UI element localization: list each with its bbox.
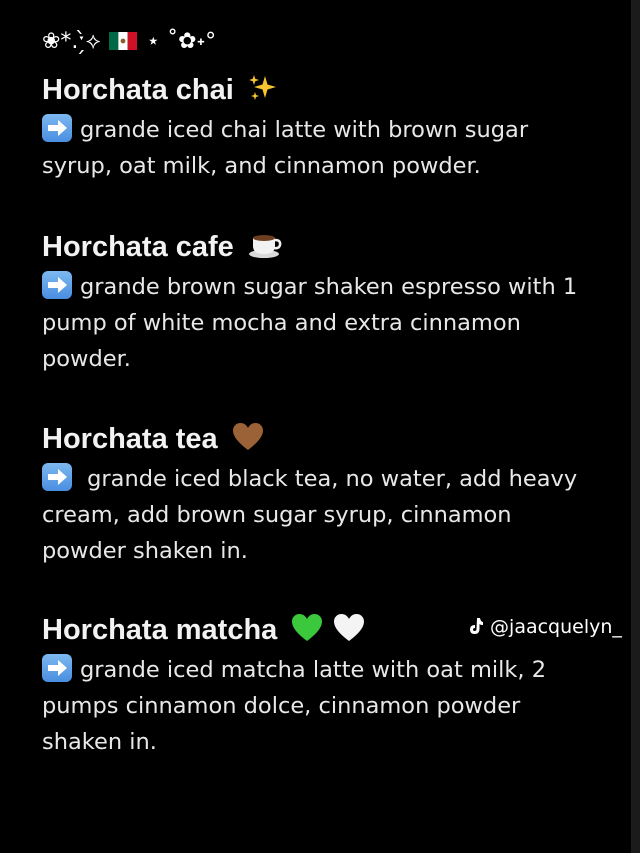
tiktok-watermark [468, 612, 622, 642]
decorative-header [42, 24, 216, 60]
mexico-flag-icon [109, 32, 137, 50]
drink-title: Horchata cafe [42, 229, 597, 265]
right-arrow-icon [42, 271, 72, 299]
drink-recipe: grande brown sugar shaken espresso with 1 pump of white mocha and extra cinnamon powder. [42, 269, 597, 377]
green-heart-icon [291, 613, 323, 643]
drink-recipe: grande iced chai latte with brown sugar syrup, oat milk, and cinnamon powder. [42, 112, 597, 184]
right-edge-bar [631, 0, 640, 853]
right-arrow-icon [42, 654, 72, 682]
sparkles-icon [248, 73, 278, 103]
right-arrow-icon [42, 463, 72, 491]
deco-left: ❀*.ˑ̗̀⟡ [42, 29, 101, 54]
white-heart-icon [333, 613, 365, 643]
drink-title: Horchata matcha [42, 612, 597, 648]
brown-heart-icon [232, 422, 264, 452]
drink-section-chai [42, 72, 597, 184]
drink-title: Horchata tea [42, 421, 597, 457]
right-arrow-icon [42, 114, 72, 142]
creator-handle: @jaacquelyn_ [490, 616, 622, 638]
drink-recipe: grande iced black tea, no water, add heavy cream, add brown sugar syrup, cinnamon powder shaken in. [42, 461, 597, 569]
drink-title: Horchata chai [42, 72, 597, 108]
drink-recipe: grande iced matcha latte with oat milk, 2 pumps cinnamon dolce, cinnamon powder shaken in. [42, 652, 597, 760]
drink-section-tea [42, 421, 597, 569]
deco-right: ⋆ ˚✿˖° [146, 29, 217, 54]
tiktok-icon [468, 617, 484, 635]
coffee-cup-icon [248, 230, 282, 260]
drink-section-cafe [42, 229, 597, 377]
